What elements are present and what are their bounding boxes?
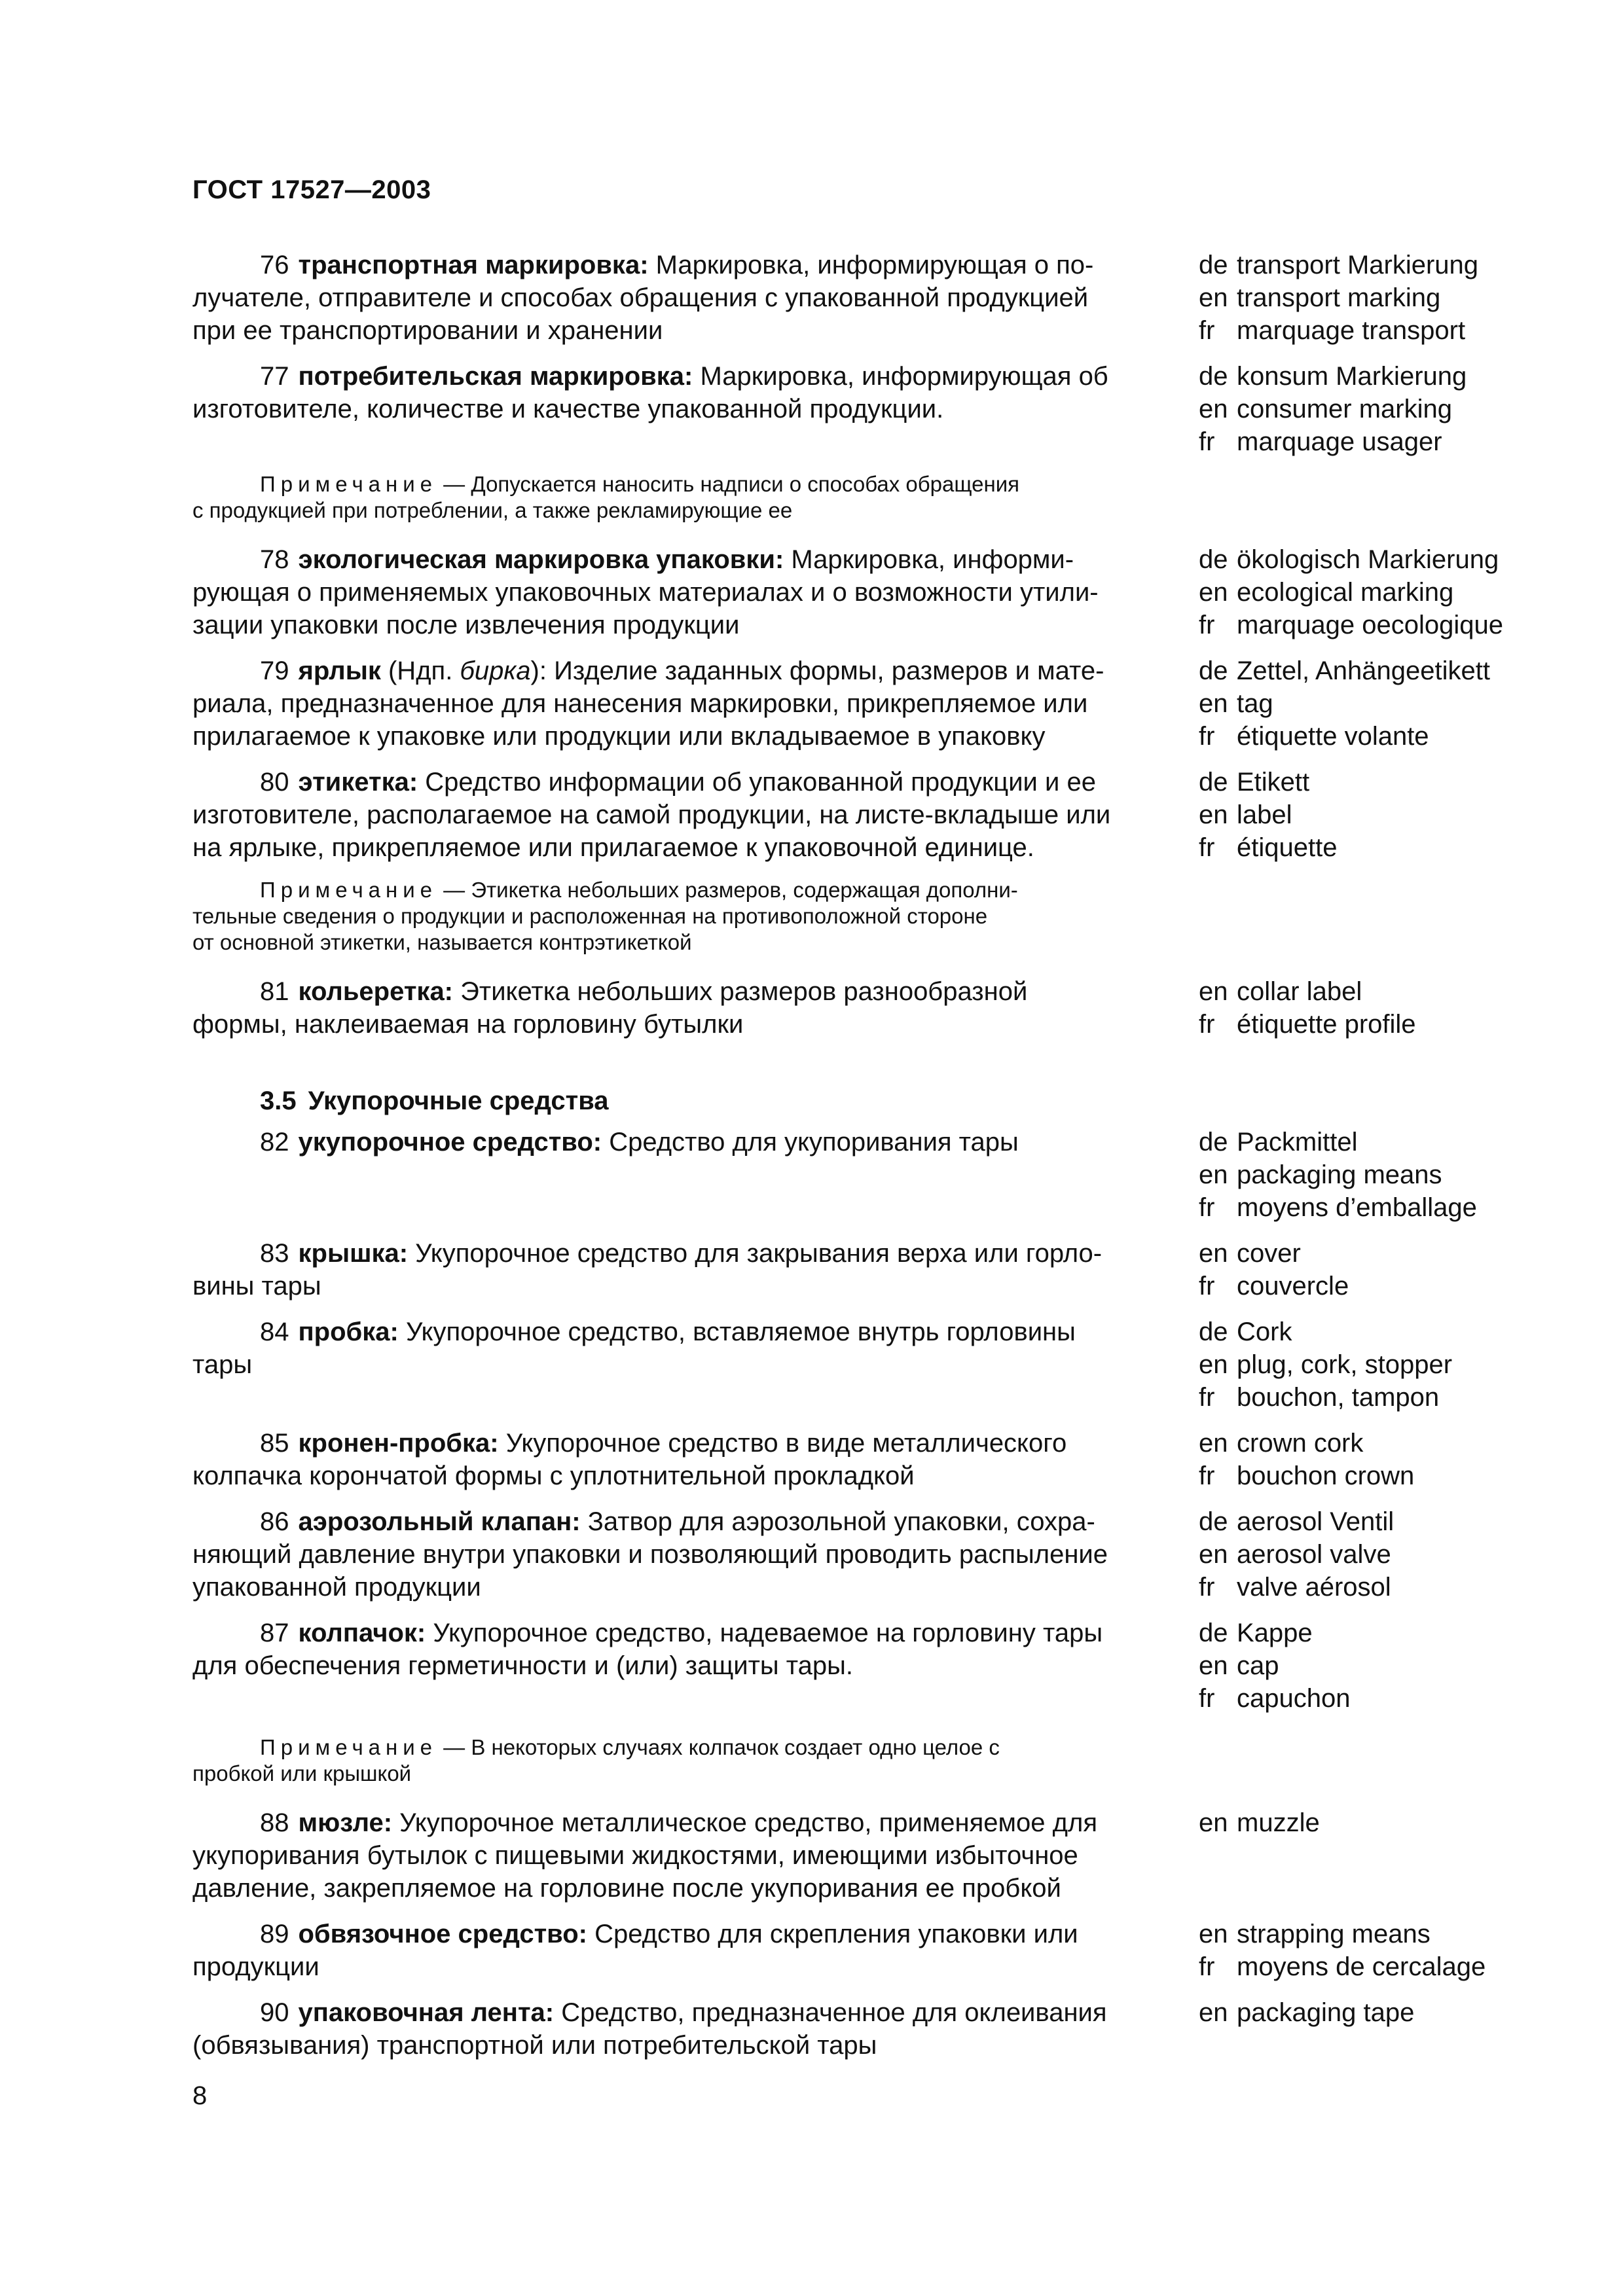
note-text: тельные сведения о продукции и расположенная на противоположной стороне (192, 904, 988, 928)
term-definition (192, 1617, 1161, 1682)
definition-text: прилагаемое к упаковке или продукции или вкладываемое в упаковку (192, 722, 1046, 751)
definition-line (192, 687, 1161, 720)
term-definition (192, 249, 1161, 347)
equivalent-term: Cork (1237, 1318, 1292, 1346)
equivalent-line (1199, 1191, 1513, 1224)
foreign-equivalents (1199, 975, 1513, 1041)
term-number: 86 (260, 1507, 289, 1536)
definition-text: (обвязывания) транспортной или потребительской тары (192, 2031, 877, 2060)
definition-text: Маркировка, информирующая о по- (648, 251, 1094, 279)
equivalent-term: tag (1237, 689, 1273, 718)
equivalent-term: étiquette profile (1237, 1010, 1416, 1039)
language-code: en (1199, 395, 1228, 423)
term-name: кольеретка: (298, 977, 454, 1006)
definition-text: Средство информации об упакованной продукции и ее (418, 768, 1096, 797)
note-block (192, 471, 1175, 524)
language-code: en (1199, 977, 1228, 1006)
definition-text: няющий давление внутри упаковки и позволяющий проводить распыление (192, 1540, 1108, 1569)
definition-line (192, 609, 1161, 641)
definition-line (192, 1460, 1161, 1492)
language-code: fr (1199, 1684, 1215, 1713)
note-text: — Этикетка небольших размеров, содержащая дополни- (437, 878, 1018, 902)
definition-text: Укупорочное средство в виде металлического (498, 1429, 1067, 1458)
definition-text: на ярлыке, прикрепляемое или прилагаемое к упаковочной единице. (192, 833, 1034, 862)
section-heading (260, 1086, 609, 1116)
equivalent-line (1199, 687, 1513, 720)
equivalent-line (1199, 1505, 1513, 1538)
equivalent-term: aerosol Ventil (1237, 1507, 1395, 1536)
definition-text: вины тары (192, 1272, 321, 1300)
term-definition (192, 975, 1161, 1041)
equivalent-line (1199, 314, 1513, 347)
language-code: fr (1199, 1573, 1215, 1602)
term-name: упаковочная лента: (298, 1998, 555, 2027)
term-name: колпачок: (298, 1619, 426, 1647)
equivalent-term: étiquette volante (1237, 722, 1429, 751)
definition-line (192, 1649, 1161, 1682)
equivalent-term: consumer marking (1237, 395, 1453, 423)
definition-line (192, 831, 1161, 864)
term-definition (192, 655, 1161, 753)
language-code: en (1199, 578, 1228, 607)
note-line (192, 497, 1175, 524)
language-code: de (1199, 1318, 1228, 1346)
definition-line (192, 1008, 1161, 1041)
definition-line (192, 1806, 1161, 1839)
standard-header: ГОСТ 17527—2003 (192, 175, 431, 204)
term-name: мюзле: (298, 1808, 393, 1837)
equivalent-term: muzzle (1237, 1808, 1320, 1837)
foreign-equivalents (1199, 1427, 1513, 1492)
foreign-equivalents (1199, 360, 1513, 458)
equivalent-line (1199, 798, 1513, 831)
equivalent-line (1199, 393, 1513, 425)
language-code: en (1199, 800, 1228, 829)
definition-line (192, 1237, 1161, 1270)
equivalent-line (1199, 1237, 1513, 1270)
term-number: 77 (260, 362, 289, 391)
foreign-equivalents (1199, 1918, 1513, 1983)
definition-line (192, 1918, 1161, 1950)
term-number: 88 (260, 1808, 289, 1837)
definition-line (192, 543, 1161, 576)
definition-line (192, 1996, 1161, 2029)
note-text: — Допускается наносить надписи о способах обращения (437, 472, 1020, 496)
term-name: экологическая маркировка упаковки: (298, 545, 784, 574)
definition-line (192, 1348, 1161, 1381)
foreign-equivalents (1199, 1505, 1513, 1604)
term-name: ярлык (298, 656, 381, 685)
foreign-equivalents (1199, 1126, 1513, 1224)
equivalent-line (1199, 1806, 1513, 1839)
note-text: пробкой или крышкой (192, 1761, 412, 1785)
equivalent-term: cover (1237, 1239, 1301, 1268)
equivalent-line (1199, 1348, 1513, 1381)
equivalent-line (1199, 1316, 1513, 1348)
equivalent-line (1199, 1270, 1513, 1302)
equivalent-line (1199, 1460, 1513, 1492)
equivalent-line (1199, 1950, 1513, 1983)
language-code: de (1199, 251, 1228, 279)
definition-line (192, 281, 1161, 314)
note-line (192, 903, 1175, 929)
definition-text: тары (192, 1350, 253, 1379)
term-number: 80 (260, 768, 289, 797)
term-definition (192, 1126, 1161, 1158)
equivalent-term: strapping means (1237, 1920, 1431, 1948)
equivalent-line (1199, 425, 1513, 458)
definition-text: колпачка корончатой формы с уплотнительной прокладкой (192, 1462, 915, 1490)
equivalent-line (1199, 1008, 1513, 1041)
term-definition (192, 766, 1161, 864)
language-code: en (1199, 1651, 1228, 1680)
language-code: fr (1199, 1272, 1215, 1300)
term-definition (192, 1316, 1161, 1381)
definition-text: Укупорочное средство, надеваемое на горловину тары (426, 1619, 1103, 1647)
equivalent-line (1199, 281, 1513, 314)
definition-line (192, 1538, 1161, 1571)
term-definition (192, 1427, 1161, 1492)
equivalent-term: crown cork (1237, 1429, 1364, 1458)
foreign-equivalents (1199, 543, 1513, 641)
term-name: потребительская маркировка: (298, 362, 693, 391)
equivalent-line (1199, 720, 1513, 753)
definition-text: Маркировка, информи- (784, 545, 1074, 574)
definition-text: Укупорочное металлическое средство, применяемое для (392, 1808, 1097, 1837)
definition-text: при ее транспортировании и хранении (192, 316, 663, 345)
language-code: de (1199, 1507, 1228, 1536)
definition-line (192, 766, 1161, 798)
language-code: fr (1199, 427, 1215, 456)
definition-text: Затвор для аэрозольной упаковки, сохра- (580, 1507, 1095, 1536)
term-number: 78 (260, 545, 289, 574)
language-code: fr (1199, 1462, 1215, 1490)
definition-line (192, 655, 1161, 687)
definition-line (192, 1427, 1161, 1460)
definition-line (192, 720, 1161, 753)
note-line (192, 877, 1175, 903)
note-text: с продукцией при потреблении, а также рекламирующие ее (192, 498, 793, 522)
definition-line (192, 1571, 1161, 1604)
term-number: 79 (260, 656, 289, 685)
equivalent-term: bouchon, tampon (1237, 1383, 1440, 1412)
language-code: de (1199, 1619, 1228, 1647)
definition-text: давление, закрепляемое на горловине после укупоривания ее пробкой (192, 1874, 1061, 1903)
language-code: fr (1199, 611, 1215, 639)
equivalent-line (1199, 1427, 1513, 1460)
term-number: 85 (260, 1429, 289, 1458)
definition-line (192, 1126, 1161, 1158)
language-code: en (1199, 1998, 1228, 2027)
definition-line (192, 1950, 1161, 1983)
foreign-equivalents (1199, 1996, 1513, 2029)
equivalent-line (1199, 1381, 1513, 1414)
language-code: en (1199, 1160, 1228, 1189)
language-code: fr (1199, 316, 1215, 345)
note-label: Примечание (260, 878, 438, 902)
equivalent-term: étiquette (1237, 833, 1338, 862)
language-code: de (1199, 1128, 1228, 1157)
foreign-equivalents (1199, 655, 1513, 753)
definition-line (192, 1270, 1161, 1302)
language-code: en (1199, 1239, 1228, 1268)
language-code: en (1199, 1429, 1228, 1458)
definition-text: для обеспечения герметичности и (или) защиты тары. (192, 1651, 854, 1680)
foreign-equivalents (1199, 766, 1513, 864)
equivalent-term: marquage transport (1237, 316, 1466, 345)
note-text: от основной этикетки, называется контрэтикеткой (192, 930, 692, 954)
definition-line (192, 1505, 1161, 1538)
equivalent-term: konsum Markierung (1237, 362, 1467, 391)
definition-text: Этикетка небольших размеров разнообразной (453, 977, 1028, 1006)
definition-line (192, 798, 1161, 831)
equivalent-line (1199, 1538, 1513, 1571)
language-code: en (1199, 1920, 1228, 1948)
equivalent-term: Zettel, Anhängeetikett (1237, 656, 1490, 685)
definition-text: изготовителе, располагаемое на самой продукции, на листе-вкладыше или (192, 800, 1111, 829)
language-code: fr (1199, 1952, 1215, 1981)
equivalent-term: packaging tape (1237, 1998, 1415, 2027)
equivalent-term: Kappe (1237, 1619, 1313, 1647)
equivalent-line (1199, 1571, 1513, 1604)
equivalent-line (1199, 655, 1513, 687)
equivalent-term: collar label (1237, 977, 1362, 1006)
definition-line (192, 314, 1161, 347)
section-number: 3.5 (260, 1086, 297, 1115)
definition-text: лучателе, отправителе и способах обращения с упакованной продукцией (192, 283, 1089, 312)
equivalent-line (1199, 1617, 1513, 1649)
equivalent-term: marquage usager (1237, 427, 1442, 456)
definition-line (192, 1872, 1161, 1905)
definition-text: Укупорочное средство, вставляемое внутрь горловины (398, 1318, 1076, 1346)
term-number: 87 (260, 1619, 289, 1647)
equivalent-line (1199, 1158, 1513, 1191)
definition-line (192, 2029, 1161, 2062)
language-code: en (1199, 283, 1228, 312)
language-code: de (1199, 768, 1228, 797)
language-code: en (1199, 1350, 1228, 1379)
equivalent-line (1199, 543, 1513, 576)
equivalent-line (1199, 360, 1513, 393)
definition-line (192, 1617, 1161, 1649)
equivalent-term: bouchon crown (1237, 1462, 1415, 1490)
equivalent-term: valve aérosol (1237, 1573, 1391, 1602)
note-label: Примечание (260, 1735, 438, 1759)
language-code: en (1199, 1540, 1228, 1569)
equivalent-term: ecological marking (1237, 578, 1454, 607)
definition-text: (Ндп. (380, 656, 460, 685)
equivalent-term: label (1237, 800, 1292, 829)
term-name: аэрозольный клапан: (298, 1507, 581, 1536)
definition-text: формы, наклеиваемая на горловину бутылки (192, 1010, 744, 1039)
equivalent-term: aerosol valve (1237, 1540, 1391, 1569)
definition-text: упакованной продукции (192, 1573, 481, 1602)
equivalent-line (1199, 1649, 1513, 1682)
term-name: укупорочное средство: (298, 1128, 602, 1157)
definition-text: продукции (192, 1952, 319, 1981)
term-definition (192, 1996, 1161, 2062)
term-number: 83 (260, 1239, 289, 1268)
definition-text: риала, предназначенное для нанесения маркировки, прикрепляемое или (192, 689, 1088, 718)
foreign-equivalents (1199, 1617, 1513, 1715)
equivalent-line (1199, 975, 1513, 1008)
term-number: 90 (260, 1998, 289, 2027)
term-number: 81 (260, 977, 289, 1006)
language-code: de (1199, 656, 1228, 685)
note-block (192, 1734, 1175, 1787)
equivalent-term: Etikett (1237, 768, 1310, 797)
definition-line (192, 1316, 1161, 1348)
note-text: — В некоторых случаях колпачок создает одно целое с (437, 1735, 1000, 1759)
equivalent-term: marquage oecologique (1237, 611, 1503, 639)
term-name: кронен-пробка: (298, 1429, 499, 1458)
note-line (192, 1734, 1175, 1761)
foreign-equivalents (1199, 249, 1513, 347)
definition-line (192, 249, 1161, 281)
term-number: 76 (260, 251, 289, 279)
page-number: 8 (192, 2081, 208, 2110)
term-definition (192, 543, 1161, 641)
definition-text: укупоривания бутылок с пищевыми жидкостями, имеющими избыточное (192, 1841, 1078, 1870)
term-definition (192, 360, 1161, 425)
note-line (192, 471, 1175, 497)
note-line (192, 1761, 1175, 1787)
foreign-equivalents (1199, 1806, 1513, 1839)
term-name: этикетка: (298, 768, 418, 797)
equivalent-line (1199, 831, 1513, 864)
language-code: en (1199, 1808, 1228, 1837)
equivalent-term: Packmittel (1237, 1128, 1358, 1157)
equivalent-term: transport Markierung (1237, 251, 1479, 279)
note-line (192, 929, 1175, 956)
term-definition (192, 1806, 1161, 1905)
language-code: fr (1199, 1010, 1215, 1039)
language-code: fr (1199, 1383, 1215, 1412)
definition-line (192, 393, 1161, 425)
equivalent-line (1199, 1996, 1513, 2029)
language-code: de (1199, 545, 1228, 574)
definition-text: зации упаковки после извлечения продукции (192, 611, 740, 639)
definition-text: Маркировка, информирующая об (693, 362, 1108, 391)
definition-text: изготовителе, количестве и качестве упакованной продукции. (192, 395, 944, 423)
definition-text: Укупорочное средство для закрывания верха или горло- (408, 1239, 1103, 1268)
equivalent-line (1199, 576, 1513, 609)
note-label: Примечание (260, 472, 438, 496)
definition-line (192, 576, 1161, 609)
language-code: en (1199, 689, 1228, 718)
definition-text: Средство для укупоривания тары (602, 1128, 1019, 1157)
term-number: 82 (260, 1128, 289, 1157)
definition-text: Средство для скрепления упаковки или (587, 1920, 1078, 1948)
section-title: Укупорочные средства (308, 1086, 609, 1115)
foreign-equivalents (1199, 1316, 1513, 1414)
definition-line (192, 1839, 1161, 1872)
deprecated-term: бирка (460, 656, 531, 685)
term-name: обвязочное средство: (298, 1920, 587, 1948)
equivalent-term: couvercle (1237, 1272, 1349, 1300)
language-code: fr (1199, 722, 1215, 751)
term-number: 84 (260, 1318, 289, 1346)
equivalent-line (1199, 609, 1513, 641)
equivalent-term: moyens de cercalage (1237, 1952, 1486, 1981)
definition-text: рующая о применяемых упаковочных материалах и о возможности утили- (192, 578, 1099, 607)
equivalent-term: moyens d’emballage (1237, 1193, 1477, 1222)
term-definition (192, 1505, 1161, 1604)
equivalent-line (1199, 1682, 1513, 1715)
language-code: fr (1199, 833, 1215, 862)
equivalent-term: transport marking (1237, 283, 1441, 312)
note-block (192, 877, 1175, 956)
definition-text: Средство, предназначенное для оклеивания (554, 1998, 1107, 2027)
definition-line (192, 975, 1161, 1008)
equivalent-term: ökologisch Markierung (1237, 545, 1499, 574)
term-definition (192, 1918, 1161, 1983)
equivalent-term: capuchon (1237, 1684, 1351, 1713)
definition-text: ): Изделие заданных формы, размеров и мате- (530, 656, 1104, 685)
term-name: пробка: (298, 1318, 399, 1346)
language-code: de (1199, 362, 1228, 391)
definition-line (192, 360, 1161, 393)
equivalent-term: packaging means (1237, 1160, 1442, 1189)
equivalent-line (1199, 1126, 1513, 1158)
equivalent-line (1199, 766, 1513, 798)
term-number: 89 (260, 1920, 289, 1948)
foreign-equivalents (1199, 1237, 1513, 1302)
term-name: транспортная маркировка: (298, 251, 649, 279)
term-definition (192, 1237, 1161, 1302)
equivalent-line (1199, 249, 1513, 281)
term-name: крышка: (298, 1239, 409, 1268)
equivalent-line (1199, 1918, 1513, 1950)
equivalent-term: cap (1237, 1651, 1279, 1680)
language-code: fr (1199, 1193, 1215, 1222)
equivalent-term: plug, cork, stopper (1237, 1350, 1453, 1379)
